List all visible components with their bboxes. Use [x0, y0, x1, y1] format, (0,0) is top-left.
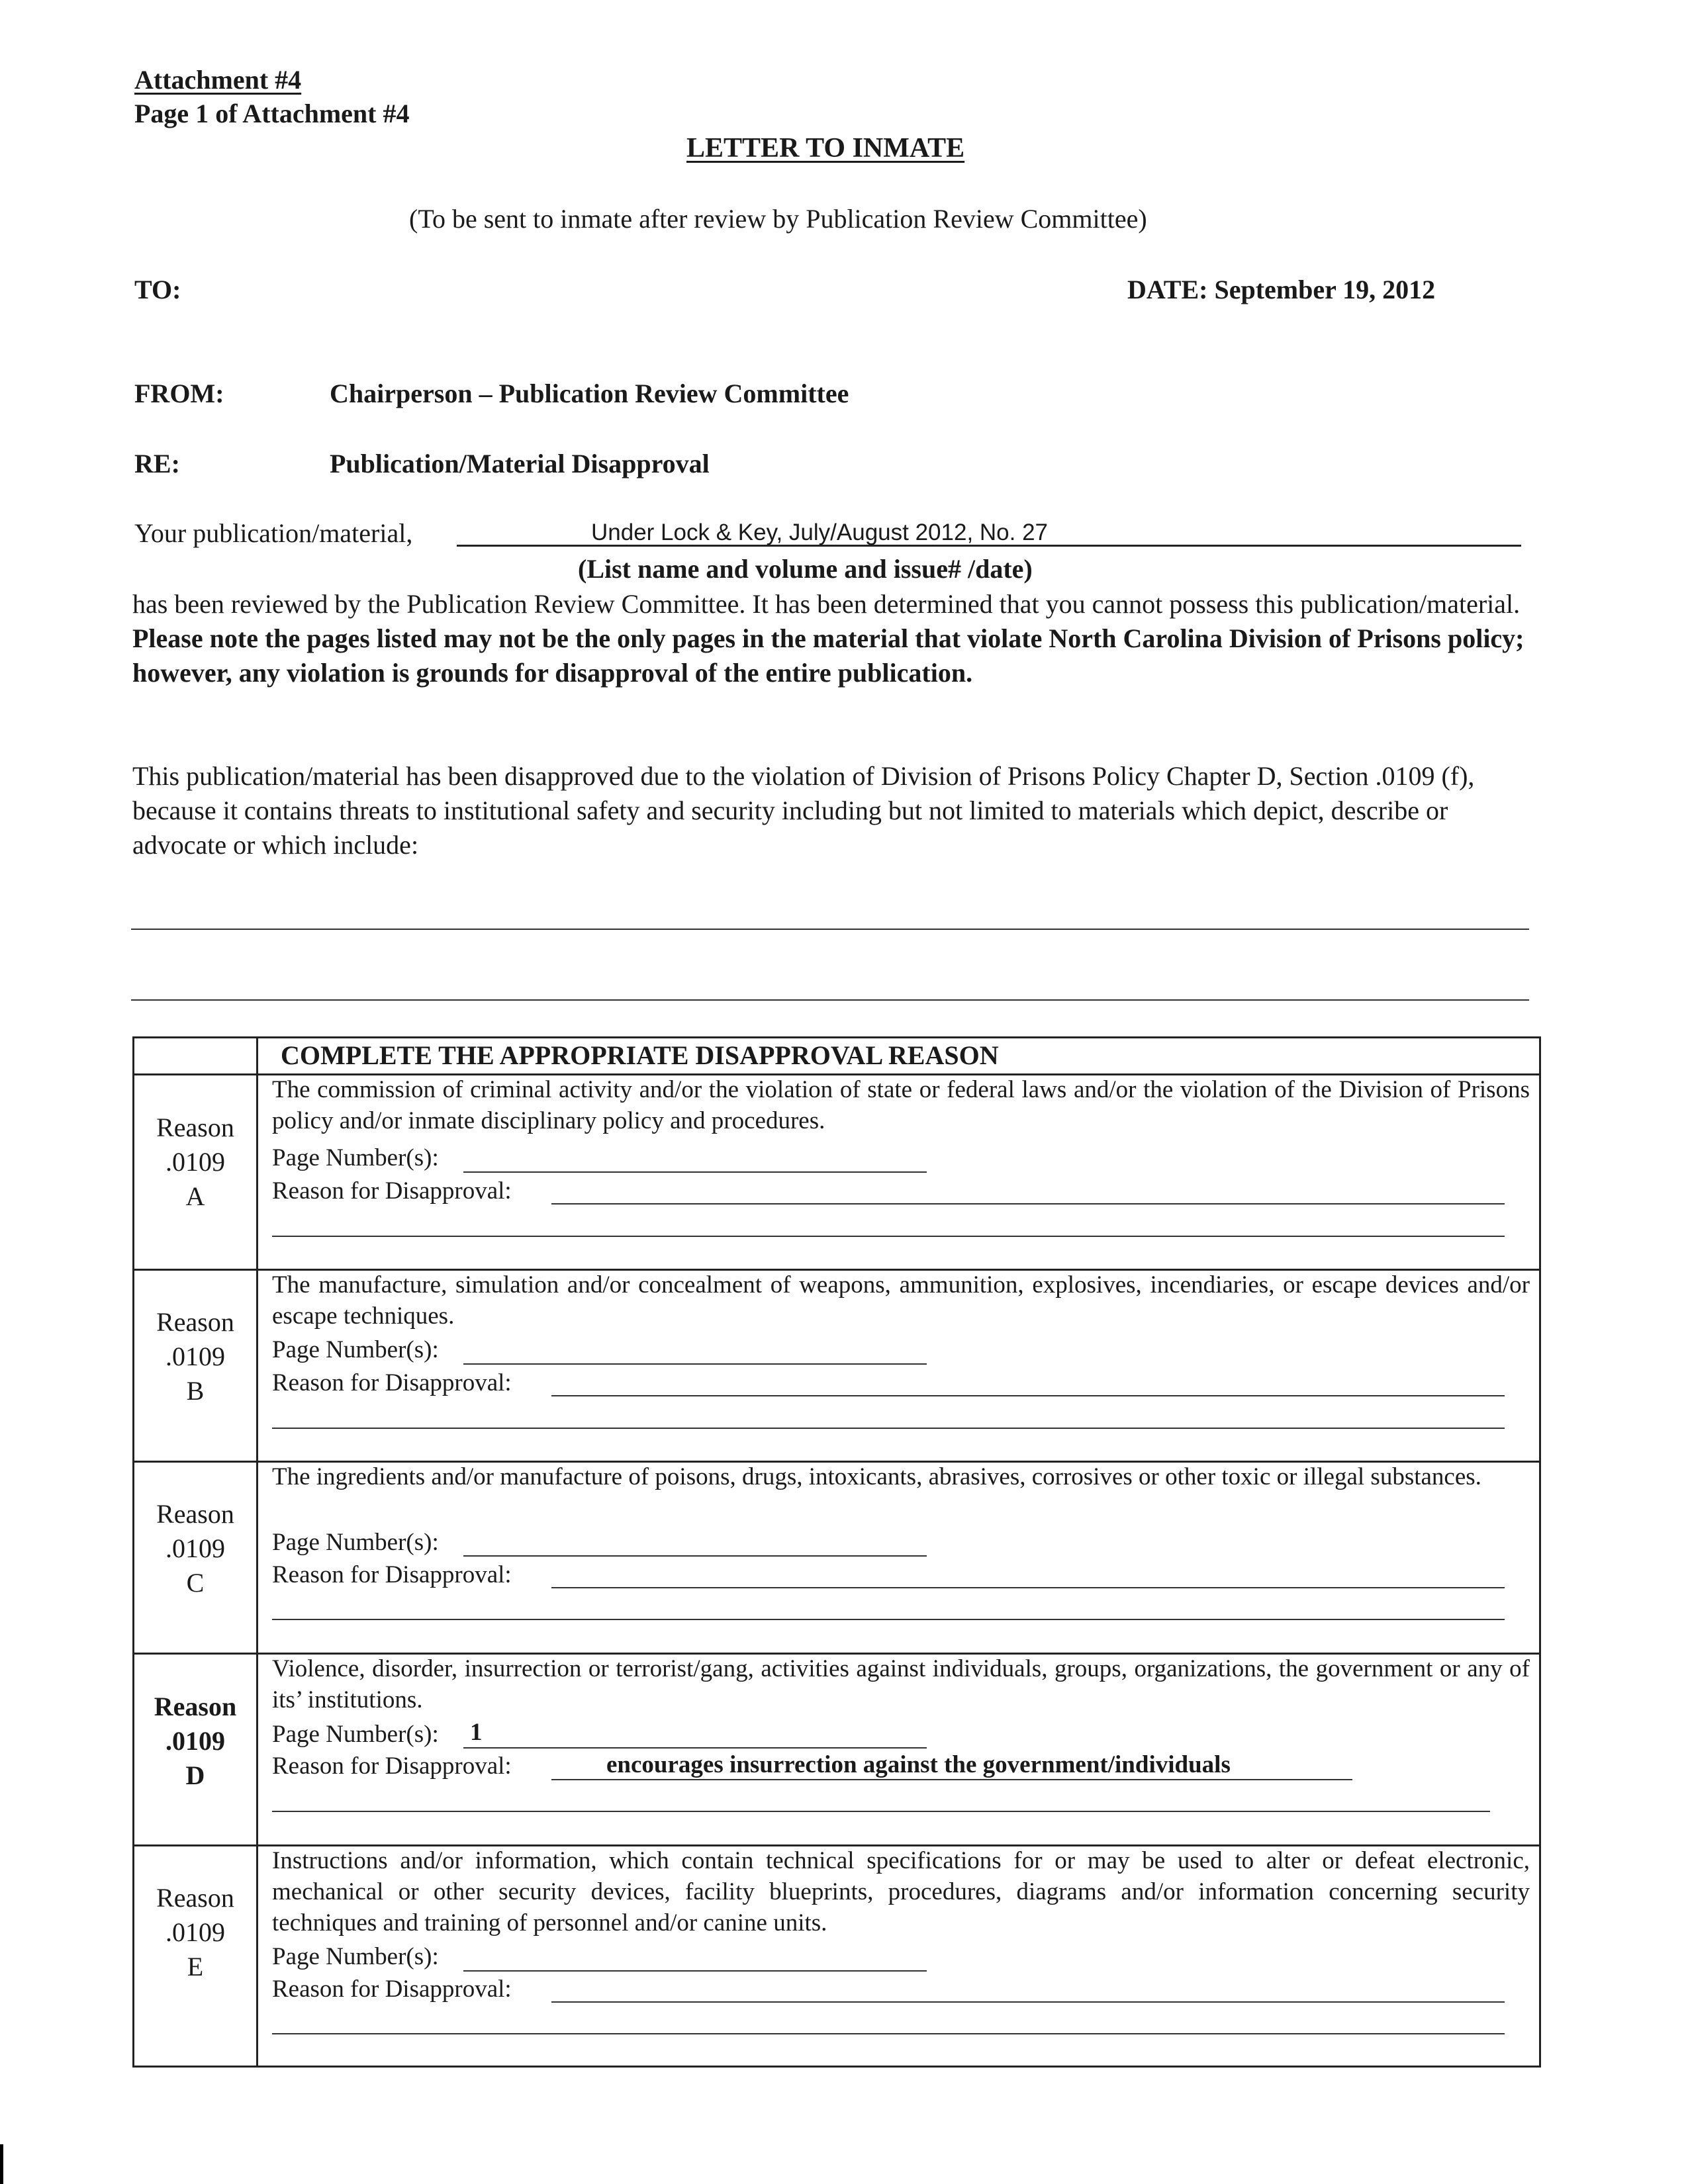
reason-c-label: Reason .0109 C — [156, 1499, 234, 1598]
reason-a-reason-label: Reason for Disapproval: — [272, 1177, 512, 1205]
table-header: COMPLETE THE APPROPRIATE DISAPPROVAL REASON — [281, 1040, 999, 1070]
to-label: TO: — [134, 275, 181, 304]
publication-value: Under Lock & Key, July/August 2012, No. 27 — [591, 520, 1049, 545]
reason-a-reason-field — [551, 1203, 1505, 1205]
reason-d-reason-value: encourages insurrection against the government/individuals — [606, 1751, 1231, 1778]
page-subtitle: (To be sent to inmate after review by Publication Review Committee) — [409, 204, 1147, 234]
review-text: has been reviewed by the Publication Review Committee. It has been determined that you cannot possess this publication/material. — [132, 589, 1521, 619]
date-field: DATE: September 19, 2012 — [1127, 275, 1436, 304]
reason-b-page-field — [463, 1363, 927, 1365]
reason-e-description: Instructions and/or information, which contain technical specifications for or may be used to alter or defeat electronic, mechanical or other security devices, facility blueprints, procedures, diagrams and/or information concerning security techniques and training of personnel and/or canine units. — [272, 1847, 1530, 1936]
reason-d-label: Reason .0109 D — [154, 1692, 237, 1790]
blank-line-1 — [131, 929, 1529, 930]
policy-notice-text: Please note the pages listed may not be the only pages in the material that violate North Carolina Division of Prisons policy; however, any violation is grounds for disapproval of the entire publication. — [132, 623, 1524, 688]
reason-a-extra-line — [272, 1236, 1505, 1237]
reason-d-extra-line — [272, 1811, 1490, 1812]
from-label: FROM: — [134, 379, 224, 408]
reason-d-reason-label: Reason for Disapproval: — [272, 1752, 512, 1780]
re-value: Publication/Material Disapproval — [330, 449, 710, 478]
disapproval-paragraph: This publication/material has been disapproved due to the violation of Division of Prisons Policy Chapter D, Section .0109 (f), because it contains threats to institutional safety and security including but not limited to materials which depict, describe or advocate or which include: — [132, 761, 1475, 860]
re-label: RE: — [134, 449, 180, 478]
reason-e-reason-field — [551, 2001, 1505, 2003]
reason-b-label: Reason .0109 B — [156, 1307, 234, 1406]
reason-c-reason-label: Reason for Disapproval: — [272, 1561, 512, 1588]
reason-e-label: Reason .0109 E — [156, 1883, 234, 1981]
reason-a-description: The commission of criminal activity and/or the violation of state or federal laws and/or the violation of the Division of Prisons policy and/or inmate disciplinary policy and procedures. — [272, 1076, 1530, 1134]
reason-c-reason-field — [551, 1587, 1505, 1588]
reason-c-description: The ingredients and/or manufacture of poisons, drugs, intoxicants, abrasives, corrosives or other toxic or illegal substances. — [272, 1463, 1481, 1490]
reason-a-page-label: Page Number(s): — [272, 1144, 439, 1171]
reason-e-reason-label: Reason for Disapproval: — [272, 1976, 512, 2003]
reason-e-extra-line — [272, 2033, 1505, 2034]
reason-a-page-field — [463, 1171, 927, 1173]
scan-edge-mark — [0, 2144, 3, 2184]
reason-d-page-value: 1 — [470, 1719, 483, 1746]
attachment-page-label: Page 1 of Attachment #4 — [134, 99, 410, 128]
reason-b-extra-line — [272, 1428, 1505, 1429]
reason-b-reason-field — [551, 1395, 1505, 1396]
reason-c-page-field — [463, 1555, 927, 1557]
page-title: LETTER TO INMATE — [686, 133, 965, 163]
attachment-label: Attachment #4 — [134, 65, 302, 95]
reason-d-description: Violence, disorder, insurrection or terrorist/gang, activities against individuals, groups, organizations, the government or any of its’ institutions. — [272, 1655, 1530, 1713]
reason-b-reason-label: Reason for Disapproval: — [272, 1369, 512, 1396]
from-value: Chairperson – Publication Review Committee — [330, 379, 849, 408]
reason-c-extra-line — [272, 1619, 1505, 1620]
reason-d-page-label: Page Number(s): — [272, 1721, 439, 1748]
reason-c-page-label: Page Number(s): — [272, 1529, 439, 1556]
reason-a-label: Reason .0109 A — [156, 1113, 234, 1211]
reason-e-page-label: Page Number(s): — [272, 1943, 439, 1970]
reason-e-page-field — [463, 1970, 927, 1972]
blank-line-2 — [131, 999, 1529, 1001]
publication-label: Your publication/material, — [134, 518, 413, 548]
reason-d-reason-field — [551, 1779, 1352, 1780]
reason-d-page-field — [463, 1747, 927, 1749]
publication-hint: (List name and volume and issue# /date) — [578, 554, 1033, 584]
reason-b-page-label: Page Number(s): — [272, 1336, 439, 1363]
review-paragraph — [132, 587, 1541, 690]
reason-b-description: The manufacture, simulation and/or concealment of weapons, ammunition, explosives, incendiaries, or escape devices and/or escape techniques. — [272, 1271, 1530, 1330]
